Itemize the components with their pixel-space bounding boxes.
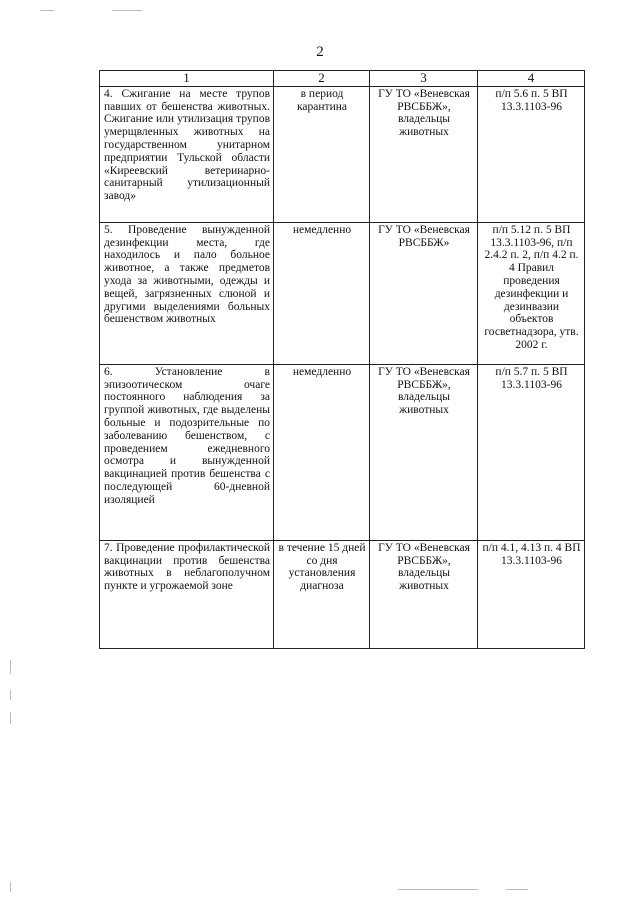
basis-cell: п/п 5.7 п. 5 ВП 13.3.1103-96: [478, 364, 585, 540]
executor-cell: ГУ ТО «Веневская РВСББЖ», владельцы животных: [370, 364, 478, 540]
action-cell: 7. Проведение профилактической вакцинации против бешенства животных в неблагополучном пункте и угрожаемой зоне: [100, 540, 274, 648]
period-cell: немедленно: [274, 364, 370, 540]
scan-artifact: [10, 712, 11, 724]
executor-cell: ГУ ТО «Веневская РВСББЖ», владельцы животных: [370, 540, 478, 648]
executor-cell: ГУ ТО «Веневская РВСББЖ»: [370, 222, 478, 364]
action-cell: 6. Установление в эпизоотическом очаге постоянного наблюдения за группой животных, где выделены больные и подозрительные по заболеванию бешенством, с проведением ежедневного осмотра и вынужденной вакцинацией против бешенства с последующей 60-дневной изоляцией: [100, 364, 274, 540]
basis-cell: п/п 5.6 п. 5 ВП 13.3.1103-96: [478, 86, 585, 222]
action-cell: 4. Сжигание на месте трупов павших от бешенства животных. Сжигание или утилизация трупов умерщвленных животных на государственном унитарном предприятии Тульской области «Киреевский ветеринарно-санитарный утилизационный завод»: [100, 86, 274, 222]
scan-artifact: [10, 882, 11, 892]
header-col-3: 3: [370, 71, 478, 87]
action-cell: 5. Проведение вынужденной дезинфекции места, где находилось и пало больное животное, а также предметов ухода за животными, одежды и вещей, загрязненных слюной и другими выделениями больных бешенством животных: [100, 222, 274, 364]
period-cell: немедленно: [274, 222, 370, 364]
scan-artifact: [40, 10, 54, 11]
table-header: [100, 71, 585, 87]
period-cell: в период карантина: [274, 86, 370, 222]
header-col-2: 2: [274, 71, 370, 87]
basis-cell: п/п 5.12 п. 5 ВП 13.3.1103-96, п/п 2.4.2 п. 2, п/п 4.2 п. 4 Правил проведения дезинфекции и дезинвазии объектов госветнадзора, утв. 2002 г.: [478, 222, 585, 364]
executor-cell: ГУ ТО «Веневская РВСББЖ», владельцы животных: [370, 86, 478, 222]
scan-artifact: [506, 889, 528, 890]
measures-table: [99, 70, 585, 649]
page-number: 2: [316, 44, 324, 60]
scan-artifact: [10, 660, 11, 674]
table-row: [100, 86, 585, 222]
table-row: [100, 222, 585, 364]
header-col-1: 1: [100, 71, 274, 87]
table-row: [100, 540, 585, 648]
scan-artifact: [398, 889, 478, 890]
basis-cell: п/п 4.1, 4.13 п. 4 ВП 13.3.1103-96: [478, 540, 585, 648]
header-col-4: 4: [478, 71, 585, 87]
table-row: [100, 364, 585, 540]
period-cell: в течение 15 дней со дня установления диагноза: [274, 540, 370, 648]
scan-artifact: [10, 690, 11, 700]
scan-artifact: [112, 10, 142, 11]
